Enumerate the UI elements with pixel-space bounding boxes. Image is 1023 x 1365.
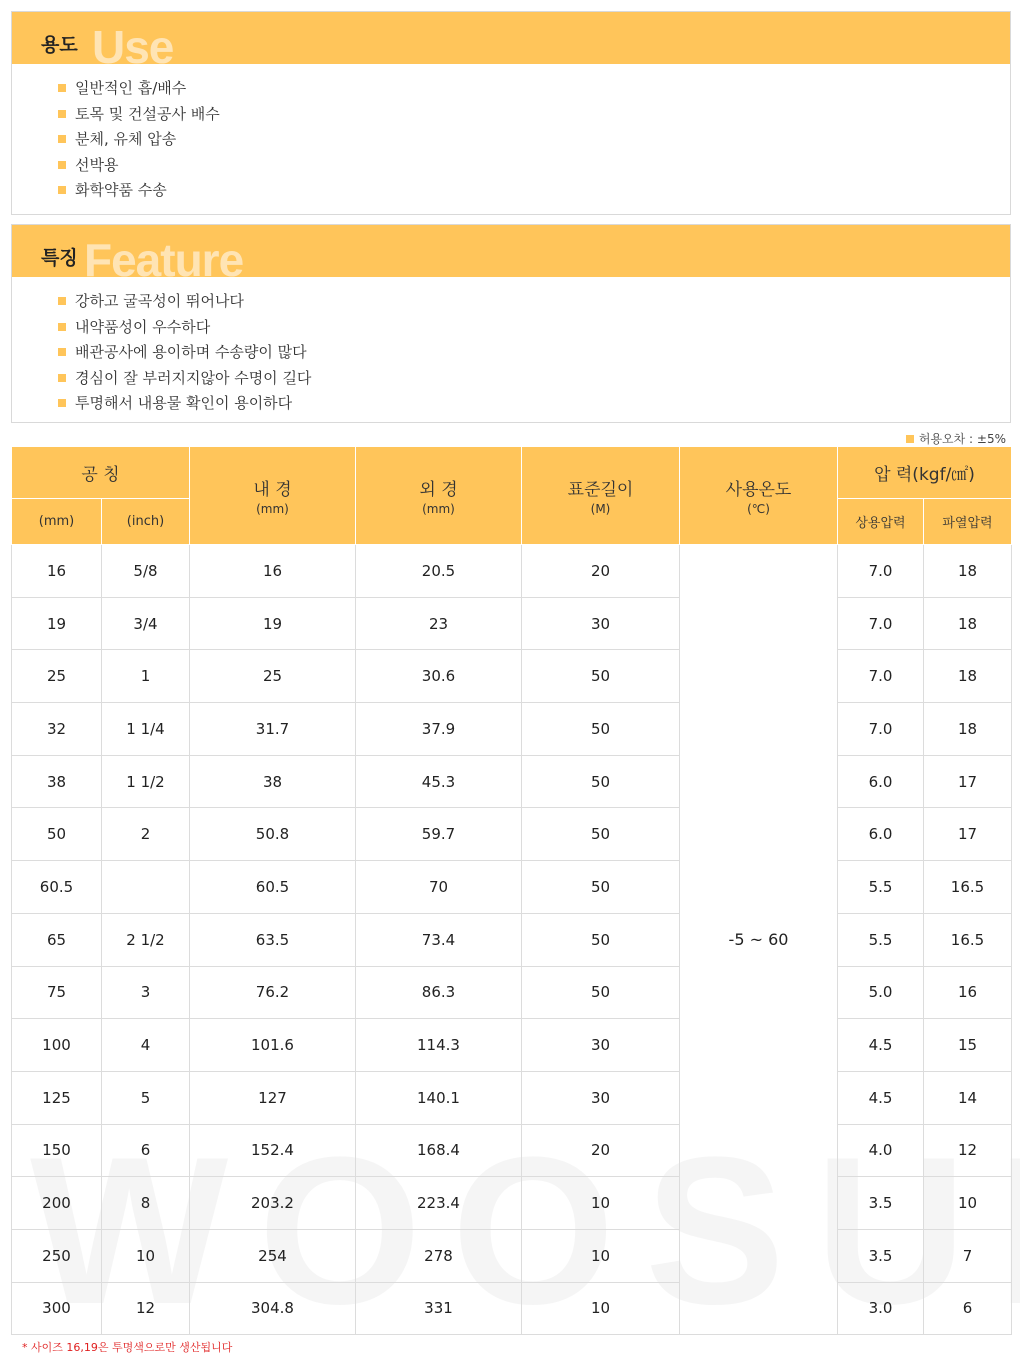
cell-nominal-mm: 60.5 (12, 861, 102, 914)
cell-nominal-mm: 65 (12, 913, 102, 966)
cell-working-pressure: 4.5 (838, 1019, 924, 1072)
cell-inner-diameter: 76.2 (190, 966, 356, 1019)
cell-nominal-mm: 150 (12, 1124, 102, 1177)
cell-burst-pressure: 10 (924, 1177, 1012, 1230)
cell-working-pressure: 7.0 (838, 545, 924, 598)
cell-temperature: -5 ~ 60 (680, 545, 838, 1335)
cell-nominal-mm: 50 (12, 808, 102, 861)
header-burst-pressure: 파열압력 (924, 499, 1012, 545)
feature-header (12, 225, 1010, 277)
table-row (12, 755, 1012, 808)
cell-nominal-inch: 1 (102, 650, 190, 703)
cell-nominal-mm: 32 (12, 703, 102, 756)
cell-burst-pressure: 15 (924, 1019, 1012, 1072)
cell-standard-length: 30 (522, 1071, 680, 1124)
cell-inner-diameter: 60.5 (190, 861, 356, 914)
header-inner-diameter: 내 경 (mm) (190, 447, 356, 545)
cell-working-pressure: 3.0 (838, 1282, 924, 1335)
cell-inner-diameter: 16 (190, 545, 356, 598)
cell-standard-length: 50 (522, 861, 680, 914)
cell-working-pressure: 3.5 (838, 1229, 924, 1282)
cell-outer-diameter: 59.7 (356, 808, 522, 861)
cell-standard-length: 20 (522, 545, 680, 598)
cell-burst-pressure: 16.5 (924, 861, 1012, 914)
cell-inner-diameter: 25 (190, 650, 356, 703)
cell-nominal-inch: 2 1/2 (102, 913, 190, 966)
use-header (12, 12, 1010, 64)
list-item: 토목 및 건설공사 배수 (58, 104, 1010, 130)
cell-inner-diameter: 101.6 (190, 1019, 356, 1072)
cell-nominal-inch: 3/4 (102, 597, 190, 650)
cell-working-pressure: 3.5 (838, 1177, 924, 1230)
list-item: 선박용 (58, 155, 1010, 181)
cell-burst-pressure: 14 (924, 1071, 1012, 1124)
cell-standard-length: 10 (522, 1282, 680, 1335)
cell-working-pressure: 5.0 (838, 966, 924, 1019)
header-temperature: 사용온도 (℃) (680, 447, 838, 545)
table-row (12, 703, 1012, 756)
cell-working-pressure: 5.5 (838, 861, 924, 914)
table-row (12, 913, 1012, 966)
cell-standard-length: 50 (522, 755, 680, 808)
cell-outer-diameter: 331 (356, 1282, 522, 1335)
feature-section (11, 224, 1011, 423)
cell-outer-diameter: 86.3 (356, 966, 522, 1019)
cell-outer-diameter: 114.3 (356, 1019, 522, 1072)
cell-outer-diameter: 278 (356, 1229, 522, 1282)
cell-inner-diameter: 19 (190, 597, 356, 650)
cell-outer-diameter: 37.9 (356, 703, 522, 756)
cell-nominal-mm: 125 (12, 1071, 102, 1124)
cell-burst-pressure: 7 (924, 1229, 1012, 1282)
cell-inner-diameter: 304.8 (190, 1282, 356, 1335)
header-standard-length: 표준길이 (M) (522, 447, 680, 545)
cell-working-pressure: 7.0 (838, 597, 924, 650)
list-item: 분체, 유체 압송 (58, 129, 1010, 155)
cell-nominal-mm: 100 (12, 1019, 102, 1072)
cell-nominal-inch: 10 (102, 1229, 190, 1282)
cell-burst-pressure: 18 (924, 597, 1012, 650)
feature-title: 특징 (41, 247, 78, 269)
feature-list (12, 277, 1010, 419)
list-item: 화학약품 수송 (58, 180, 1010, 206)
table-row (12, 597, 1012, 650)
cell-working-pressure: 6.0 (838, 808, 924, 861)
cell-outer-diameter: 223.4 (356, 1177, 522, 1230)
list-item: 경심이 잘 부러지지않아 수명이 길다 (58, 368, 1010, 394)
cell-nominal-inch: 1 1/4 (102, 703, 190, 756)
table-row (12, 808, 1012, 861)
cell-outer-diameter: 30.6 (356, 650, 522, 703)
cell-standard-length: 30 (522, 1019, 680, 1072)
cell-nominal-inch: 4 (102, 1019, 190, 1072)
cell-nominal-mm: 16 (12, 545, 102, 598)
cell-nominal-inch: 1 1/2 (102, 755, 190, 808)
cell-burst-pressure: 18 (924, 650, 1012, 703)
cell-standard-length: 30 (522, 597, 680, 650)
cell-burst-pressure: 12 (924, 1124, 1012, 1177)
table-row (12, 1282, 1012, 1335)
use-section (11, 11, 1011, 215)
cell-standard-length: 10 (522, 1177, 680, 1230)
cell-standard-length: 20 (522, 1124, 680, 1177)
header-working-pressure: 상용압력 (838, 499, 924, 545)
cell-nominal-inch: 8 (102, 1177, 190, 1230)
cell-working-pressure: 4.0 (838, 1124, 924, 1177)
list-item: 일반적인 흡/배수 (58, 78, 1010, 104)
cell-standard-length: 10 (522, 1229, 680, 1282)
feature-title-en: Feature (84, 234, 244, 277)
cell-standard-length: 50 (522, 966, 680, 1019)
cell-burst-pressure: 17 (924, 808, 1012, 861)
tolerance-note: 허용오차 : ±5% (906, 430, 1006, 447)
cell-working-pressure: 4.5 (838, 1071, 924, 1124)
cell-nominal-inch: 5/8 (102, 545, 190, 598)
cell-nominal-mm: 75 (12, 966, 102, 1019)
table-row (12, 861, 1012, 914)
cell-nominal-mm: 25 (12, 650, 102, 703)
spec-table-body (12, 545, 1012, 1335)
cell-nominal-mm: 200 (12, 1177, 102, 1230)
table-row (12, 1177, 1012, 1230)
cell-outer-diameter: 23 (356, 597, 522, 650)
cell-inner-diameter: 50.8 (190, 808, 356, 861)
cell-nominal-inch: 6 (102, 1124, 190, 1177)
production-note: * 사이즈 16,19은 투명색으로만 생산됩니다 (22, 1341, 233, 1354)
table-row (12, 1019, 1012, 1072)
cell-outer-diameter: 168.4 (356, 1124, 522, 1177)
spec-table (11, 446, 1012, 1335)
cell-standard-length: 50 (522, 650, 680, 703)
cell-outer-diameter: 73.4 (356, 913, 522, 966)
cell-inner-diameter: 254 (190, 1229, 356, 1282)
cell-inner-diameter: 127 (190, 1071, 356, 1124)
cell-burst-pressure: 16 (924, 966, 1012, 1019)
use-title: 용도 (41, 34, 78, 56)
list-item: 내약품성이 우수하다 (58, 317, 1010, 343)
cell-standard-length: 50 (522, 703, 680, 756)
use-list (12, 64, 1010, 206)
list-item: 강하고 굴곡성이 뛰어나다 (58, 291, 1010, 317)
cell-nominal-mm: 38 (12, 755, 102, 808)
cell-nominal-mm: 19 (12, 597, 102, 650)
cell-outer-diameter: 140.1 (356, 1071, 522, 1124)
cell-inner-diameter: 31.7 (190, 703, 356, 756)
cell-nominal-inch (102, 861, 190, 914)
table-row (12, 966, 1012, 1019)
cell-burst-pressure: 16.5 (924, 913, 1012, 966)
cell-burst-pressure: 18 (924, 703, 1012, 756)
cell-nominal-inch: 3 (102, 966, 190, 1019)
cell-burst-pressure: 6 (924, 1282, 1012, 1335)
header-pressure: 압 력(kgf/㎠) (838, 447, 1012, 499)
cell-working-pressure: 6.0 (838, 755, 924, 808)
cell-working-pressure: 5.5 (838, 913, 924, 966)
cell-nominal-inch: 5 (102, 1071, 190, 1124)
table-row (12, 1229, 1012, 1282)
cell-inner-diameter: 63.5 (190, 913, 356, 966)
table-row (12, 650, 1012, 703)
cell-outer-diameter: 20.5 (356, 545, 522, 598)
cell-inner-diameter: 38 (190, 755, 356, 808)
header-nominal: 공 칭 (12, 447, 190, 499)
header-outer-diameter: 외 경 (mm) (356, 447, 522, 545)
cell-outer-diameter: 70 (356, 861, 522, 914)
cell-standard-length: 50 (522, 808, 680, 861)
table-row (12, 545, 1012, 598)
cell-nominal-inch: 12 (102, 1282, 190, 1335)
use-title-en: Use (92, 21, 174, 64)
table-row (12, 1071, 1012, 1124)
cell-working-pressure: 7.0 (838, 703, 924, 756)
cell-burst-pressure: 18 (924, 545, 1012, 598)
cell-burst-pressure: 17 (924, 755, 1012, 808)
cell-working-pressure: 7.0 (838, 650, 924, 703)
cell-nominal-mm: 300 (12, 1282, 102, 1335)
cell-nominal-mm: 250 (12, 1229, 102, 1282)
table-row (12, 1124, 1012, 1177)
list-item: 배관공사에 용이하며 수송량이 많다 (58, 342, 1010, 368)
cell-outer-diameter: 45.3 (356, 755, 522, 808)
list-item: 투명해서 내용물 확인이 용이하다 (58, 393, 1010, 419)
header-nominal-inch: (inch) (102, 499, 190, 545)
cell-standard-length: 50 (522, 913, 680, 966)
cell-inner-diameter: 152.4 (190, 1124, 356, 1177)
cell-inner-diameter: 203.2 (190, 1177, 356, 1230)
header-nominal-mm: (mm) (12, 499, 102, 545)
cell-nominal-inch: 2 (102, 808, 190, 861)
